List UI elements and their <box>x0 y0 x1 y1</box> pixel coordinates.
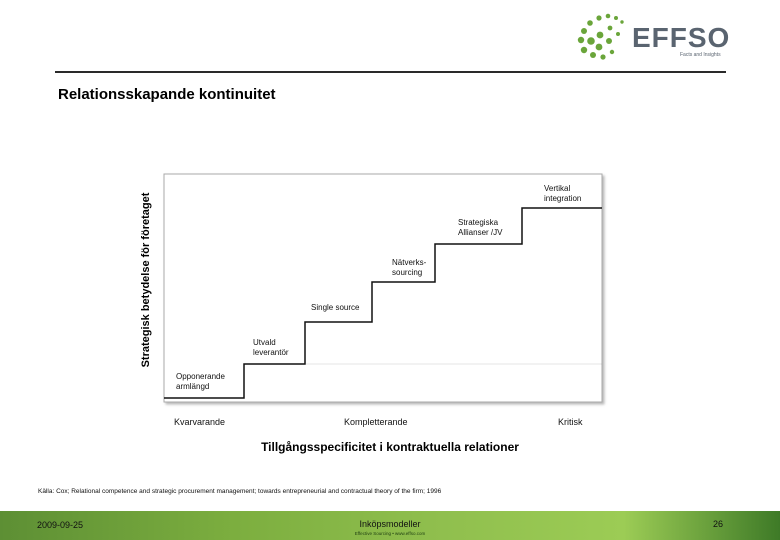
step-label-2 <box>253 338 289 358</box>
step-5-line2: Allianser /JV <box>458 228 503 237</box>
x-tick-kritisk: Kritisk <box>558 417 583 427</box>
step-label-5 <box>458 218 502 238</box>
footer-title: Inköpsmodeller <box>359 519 421 529</box>
step-label-6 <box>544 184 581 204</box>
x-tick-kompletterande: Kompletterande <box>344 417 408 427</box>
page-number: 26 <box>713 519 724 529</box>
step-4-line1: Nätverks- <box>392 258 427 267</box>
x-tick-kvarvarande: Kvarvarande <box>174 417 226 427</box>
y-axis-label: Strategisk betydelse för företaget <box>140 192 152 368</box>
footer-date: 2009-09-25 <box>37 520 84 530</box>
logo-wordmark: EFFSO <box>632 22 731 53</box>
step-4-line2: sourcing <box>392 268 423 277</box>
step-6-line2: integration <box>544 194 582 203</box>
step-2-line1: Utvald <box>253 338 276 347</box>
page-title: Relationsskapande kontinuitet <box>58 86 276 103</box>
step-5-line1: Strategiska <box>458 218 499 227</box>
step-label-3 <box>311 303 359 313</box>
step-3-line1: Single source <box>311 303 360 312</box>
step-label-1 <box>176 372 225 392</box>
logo-tagline: Facts and Insights <box>680 52 721 58</box>
step-2-line2: leverantör <box>253 348 289 357</box>
source-citation: Källa: Cox; Relational competence and strategic procurement management; towards entrepreneurial and contractual theory of the firm; 1996 <box>38 488 442 495</box>
step-6-line1: Vertikal <box>544 184 571 193</box>
footer-subtitle: Effective Sourcing • www.effso.com <box>354 531 426 536</box>
step-1-line2: armlängd <box>176 382 210 391</box>
x-axis-label: Tillgångsspecificitet i kontraktuella relationer <box>261 440 519 454</box>
step-label-4 <box>392 258 426 278</box>
step-1-line1: Opponerande <box>176 372 225 381</box>
